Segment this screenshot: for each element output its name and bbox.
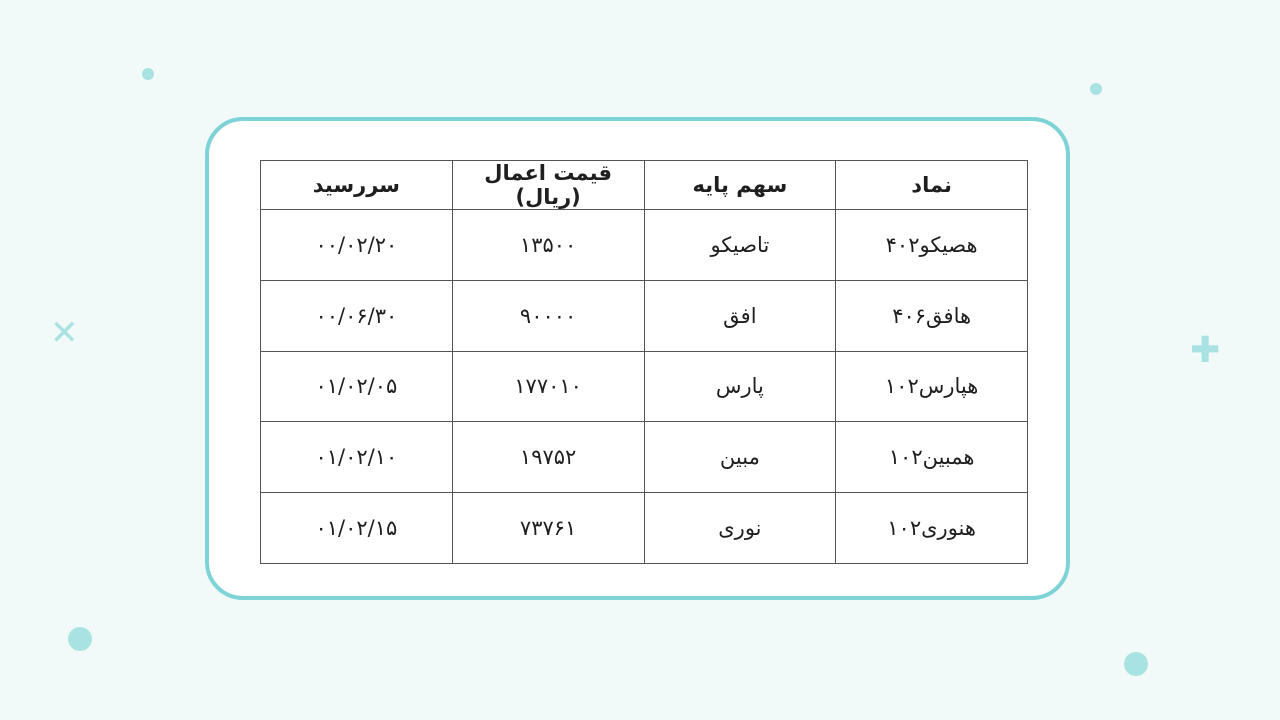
decor-cross-icon: ✕ (50, 313, 79, 353)
table-row (261, 280, 1028, 351)
header-base-stock: سهم پایه (644, 161, 836, 210)
header-symbol: نماد (836, 161, 1028, 210)
cell-symbol: هپارس۱۰۲ (836, 351, 1028, 422)
cell-maturity: ۰۱/۰۲/۰۵ (261, 351, 453, 422)
table-row (261, 210, 1028, 281)
table-row (261, 351, 1028, 422)
decor-plus-icon: ✚ (1190, 330, 1221, 371)
cell-maturity: ۰۰/۰۶/۳۰ (261, 280, 453, 351)
cell-strike-price: ۱۳۵۰۰ (452, 210, 644, 281)
cell-symbol: هافق۴۰۶ (836, 280, 1028, 351)
decor-dot-icon (142, 68, 154, 80)
cell-base-stock: افق (644, 280, 836, 351)
cell-symbol: هنوری۱۰۲ (836, 493, 1028, 564)
cell-base-stock: مبین (644, 422, 836, 493)
cell-strike-price: ۷۳۷۶۱ (452, 493, 644, 564)
cell-strike-price: ۱۹۷۵۲ (452, 422, 644, 493)
cell-base-stock: پارس (644, 351, 836, 422)
cell-maturity: ۰۱/۰۲/۱۰ (261, 422, 453, 493)
cell-maturity: ۰۱/۰۲/۱۵ (261, 493, 453, 564)
table-header-row (261, 161, 1028, 210)
cell-symbol: هصیکو۴۰۲ (836, 210, 1028, 281)
cell-strike-price: ۱۷۷۰۱۰ (452, 351, 644, 422)
decor-dot-icon (68, 627, 92, 651)
cell-base-stock: تاصیکو (644, 210, 836, 281)
cell-maturity: ۰۰/۰۲/۲۰ (261, 210, 453, 281)
cell-symbol: همبین۱۰۲ (836, 422, 1028, 493)
table-card (205, 117, 1070, 600)
decor-dot-icon (1090, 83, 1102, 95)
table-row (261, 493, 1028, 564)
header-maturity: سررسید (261, 161, 453, 210)
options-table (260, 160, 1028, 564)
table-row (261, 422, 1028, 493)
cell-base-stock: نوری (644, 493, 836, 564)
decor-dot-icon (1124, 652, 1148, 676)
header-strike-price: قیمت اعمال (ریال) (452, 161, 644, 210)
cell-strike-price: ۹۰۰۰۰ (452, 280, 644, 351)
